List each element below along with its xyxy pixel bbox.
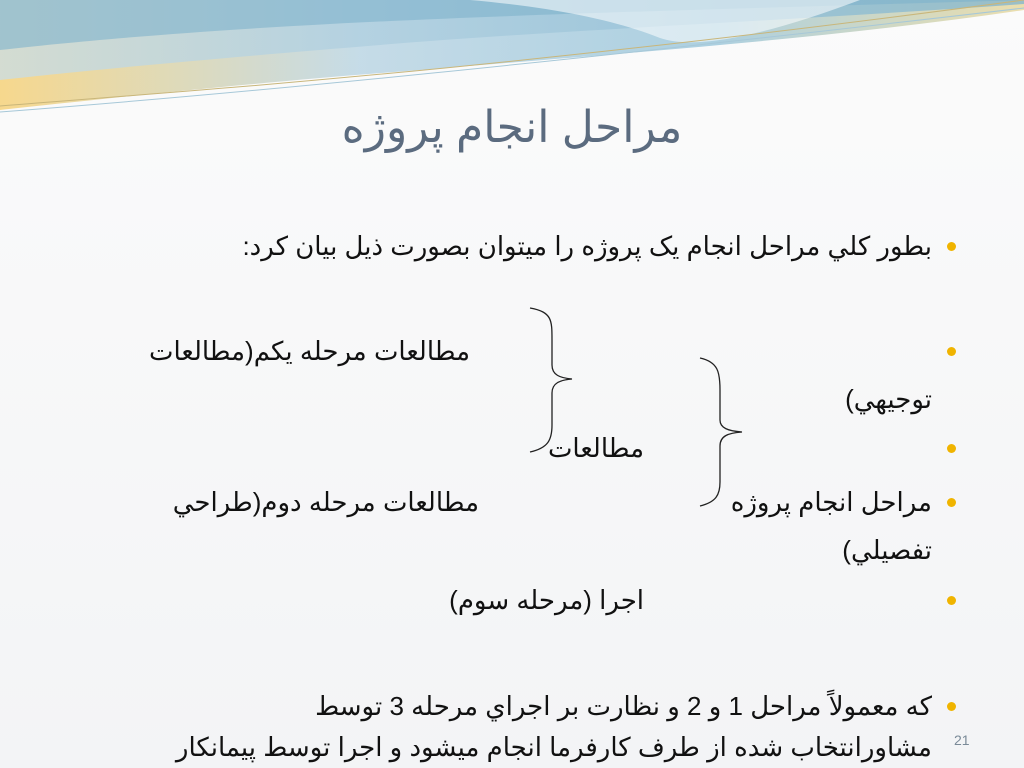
intro-text: بطور كلي مراحل انجام یک پروژه را ميتوان بصورت ذيل بيان كرد: xyxy=(242,231,932,261)
note-line-1: كه معمولاً مراحل 1 و 2 و نظارت بر اجراي مرحله 3 توسط xyxy=(315,691,932,721)
studies-label: مطالعات xyxy=(547,433,644,463)
stage1-continuation: توجيهي) xyxy=(845,384,932,414)
execution-label: اجرا (مرحله سوم) xyxy=(449,585,644,615)
page-number: 21 xyxy=(954,732,970,748)
stage2-continuation: تفصيلي) xyxy=(842,535,932,565)
brace-project-stages xyxy=(700,358,742,506)
stage1-label: مطالعات مرحله يكم(مطالعات xyxy=(149,336,470,366)
slide-title: مراحل انجام پروژه xyxy=(341,103,683,152)
project-stages-label: مراحل انجام پروژه xyxy=(730,487,932,517)
bullet-6 xyxy=(947,702,956,711)
bullet-3 xyxy=(947,444,956,453)
bullet-5 xyxy=(947,596,956,605)
bullet-2 xyxy=(947,347,956,356)
stage2-label: مطالعات مرحله دوم(طراحي xyxy=(172,487,479,517)
note-line-2: مشاورانتخاب شده از طرف كارفرما انجام ميشود و اجرا توسط پيمانكار xyxy=(175,732,932,762)
bullet-4 xyxy=(947,498,956,507)
bullet-1 xyxy=(947,242,956,251)
